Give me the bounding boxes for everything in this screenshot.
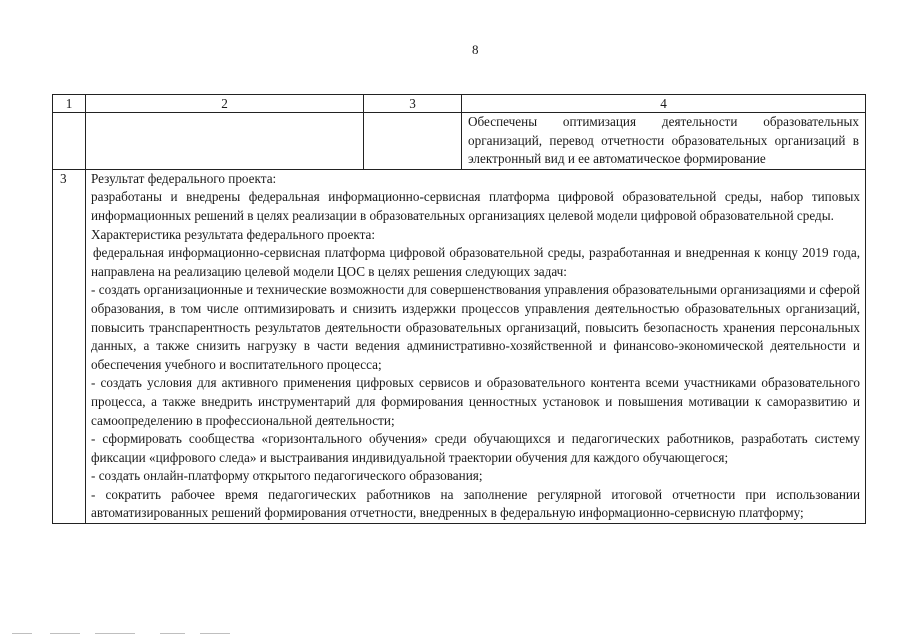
task-item: - создать организационные и технические возможности для совершенствования управления образовательными организациями и сферой образования, в том числе оптимизировать и снизить издержки процессов управления деятельностью образовательных организаций, повысить транспарентность результатов деятельности образовательных организаций, повысить безопасность хранения персональных данных, а также снизить нагрузку в части ведения административно-хозяйственной и финансово-экономической деятельности и обеспечения учебного и воспитательного процесса; [91,282,860,372]
table-header-row [53,95,866,113]
row-number: 3 [53,169,86,523]
page-number: 8 [472,42,479,57]
task-item: - сократить рабочее время педагогических работников на заполнение регулярной итоговой отчетности при использовании автоматизированных решений формирования отчетности, внедренных в федеральную информационно-сервисную платформу; [91,486,860,521]
characteristic-intro: федеральная информационно-сервисная платформа цифровой образовательной среды, разработанная и внедренная к концу 2019 года, направлена на реализацию целевой модели ЦОС в целях решения следующих задач: [91,245,860,279]
continued-cell-1 [53,113,86,170]
characteristic-heading: Характеристика результата федерального проекта: [91,226,376,242]
task-item: - создать онлайн-платформу открытого педагогического образования; [91,468,483,484]
result-heading: Результат федерального проекта: [91,170,277,186]
header-cell-2: 2 [86,95,364,113]
continued-cell-3 [364,113,462,170]
document-table [52,94,866,524]
task-item: - создать условия для активного применения цифровых сервисов и образовательного контента всеми участниками образовательного процесса, а также внедрить инструментарий для формирования ценностных установок и повышения мотивации к саморазвитию и самоопределению в профессиональной деятельности; [91,375,860,428]
task-item: - сформировать сообщества «горизонтального обучения» среди обучающихся и педагогических работников, разработать систему фиксации «цифрового следа» и выстраивания индивидуальной траектории обучения для каждого обучающегося; [91,431,860,465]
continued-cell-2 [86,113,364,170]
result-description-cell [86,169,866,523]
table-row-continued [53,113,866,170]
continued-cell-4: Обеспечены оптимизация деятельности образовательных организаций, перевод отчетности образовательных организаций в электронный вид и ее автоматическое формирование [462,113,866,170]
scan-artifact-marks [0,628,905,640]
header-cell-3: 3 [364,95,462,113]
header-cell-1: 1 [53,95,86,113]
result-summary: разработаны и внедрены федеральная информационно-сервисная платформа цифровой образовательной среды, набор типовых информационных решений в целях реализации в образовательных организациях целевой модели цифровой образовательной среды. [91,189,860,223]
table-row-result [53,169,866,523]
header-cell-4: 4 [462,95,866,113]
